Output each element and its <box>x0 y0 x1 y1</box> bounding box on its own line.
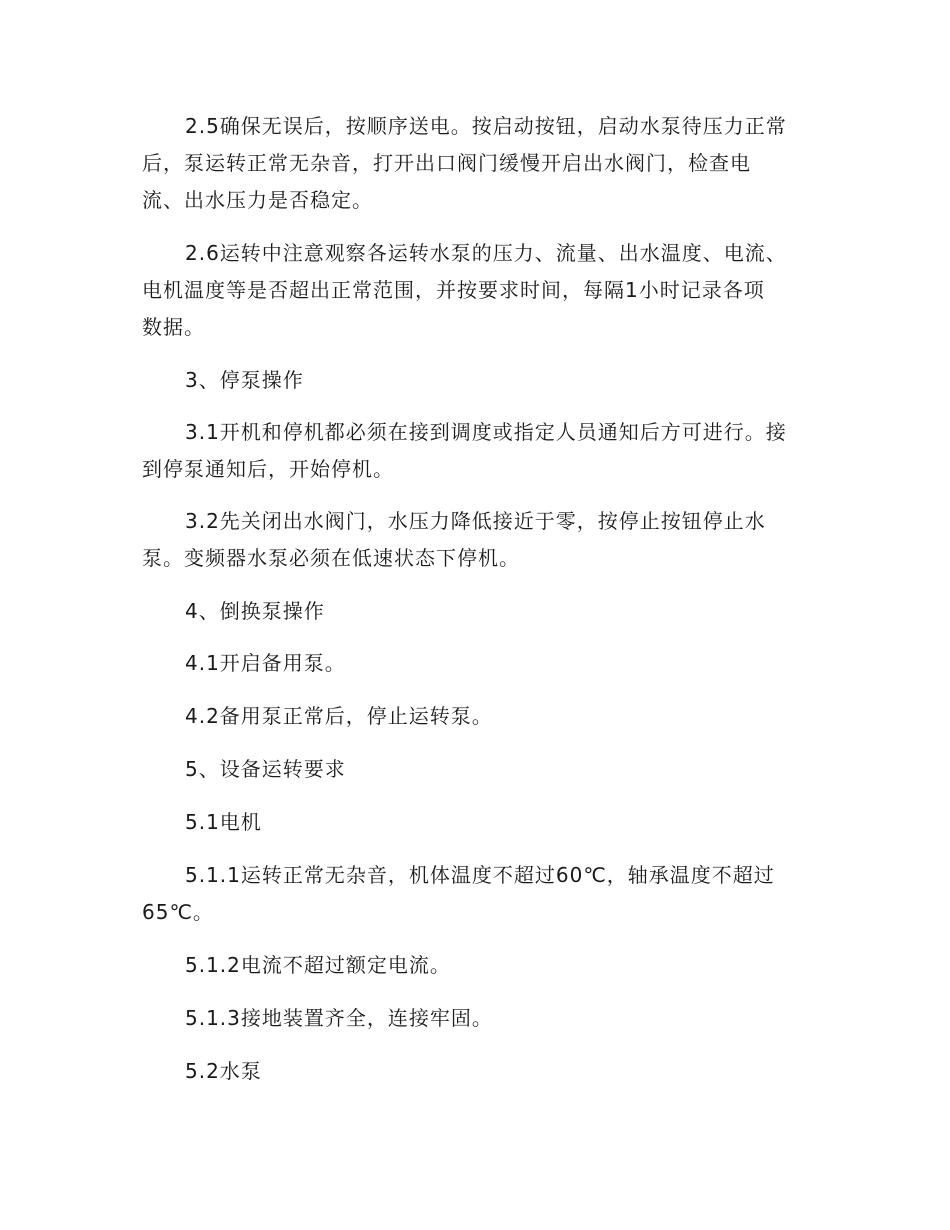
text-line: 5.1.3接地装置齐全，连接牢固。 <box>185 1006 493 1030</box>
text-line: 4、倒换泵操作 <box>185 599 325 623</box>
text-line: 数据。 <box>142 315 205 339</box>
paragraph-5-1-3 <box>142 1000 812 1037</box>
text-line: 后，泵运转正常无杂音，打开出口阀门缓慢开启出水阀门，检查电 <box>142 151 751 175</box>
paragraph-5-1-2 <box>142 947 812 984</box>
paragraph-2-6 <box>142 235 812 346</box>
heading-5-2 <box>142 1053 812 1090</box>
paragraph-4-1 <box>142 645 812 682</box>
heading-3 <box>142 362 812 399</box>
text-line: 3、停泵操作 <box>185 368 304 392</box>
text-line: 65℃。 <box>142 900 214 924</box>
paragraph-4-2 <box>142 698 812 735</box>
text-line: 泵。变频器水泵必须在低速状态下停机。 <box>142 546 520 570</box>
text-line: 2.6运转中注意观察各运转水泵的压力、流量、出水温度、电流、 <box>185 241 787 265</box>
text-line: 5.1.2电流不超过额定电流。 <box>185 953 451 977</box>
paragraph-5-1-1 <box>142 857 812 931</box>
heading-5-1 <box>142 804 812 841</box>
text-line: 3.2先关闭出水阀门，水压力降低接近于零，按停止按钮停止水 <box>185 509 766 533</box>
text-line: 3.1开机和停机都必须在接到调度或指定人员通知后方可进行。接 <box>185 420 787 444</box>
paragraph-2-5 <box>142 108 812 219</box>
paragraph-3-2 <box>142 503 812 577</box>
heading-4 <box>142 593 812 630</box>
text-line: 4.2备用泵正常后，停止运转泵。 <box>185 704 493 728</box>
text-line: 5、设备运转要求 <box>185 757 346 781</box>
paragraph-3-1 <box>142 414 812 488</box>
heading-5 <box>142 751 812 788</box>
text-line: 5.1电机 <box>185 810 262 834</box>
text-line: 2.5确保无误后，按顺序送电。按启动按钮，启动水泵待压力正常 <box>185 114 787 138</box>
text-line: 电机温度等是否超出正常范围，并按要求时间，每隔1小时记录各项 <box>142 278 765 302</box>
text-line: 到停泵通知后，开始停机。 <box>142 457 394 481</box>
text-line: 4.1开启备用泵。 <box>185 651 346 675</box>
text-line: 5.1.1运转正常无杂音，机体温度不超过60℃，轴承温度不超过 <box>185 863 775 887</box>
text-line: 5.2水泵 <box>185 1059 262 1083</box>
text-line: 流、出水压力是否稳定。 <box>142 188 373 212</box>
